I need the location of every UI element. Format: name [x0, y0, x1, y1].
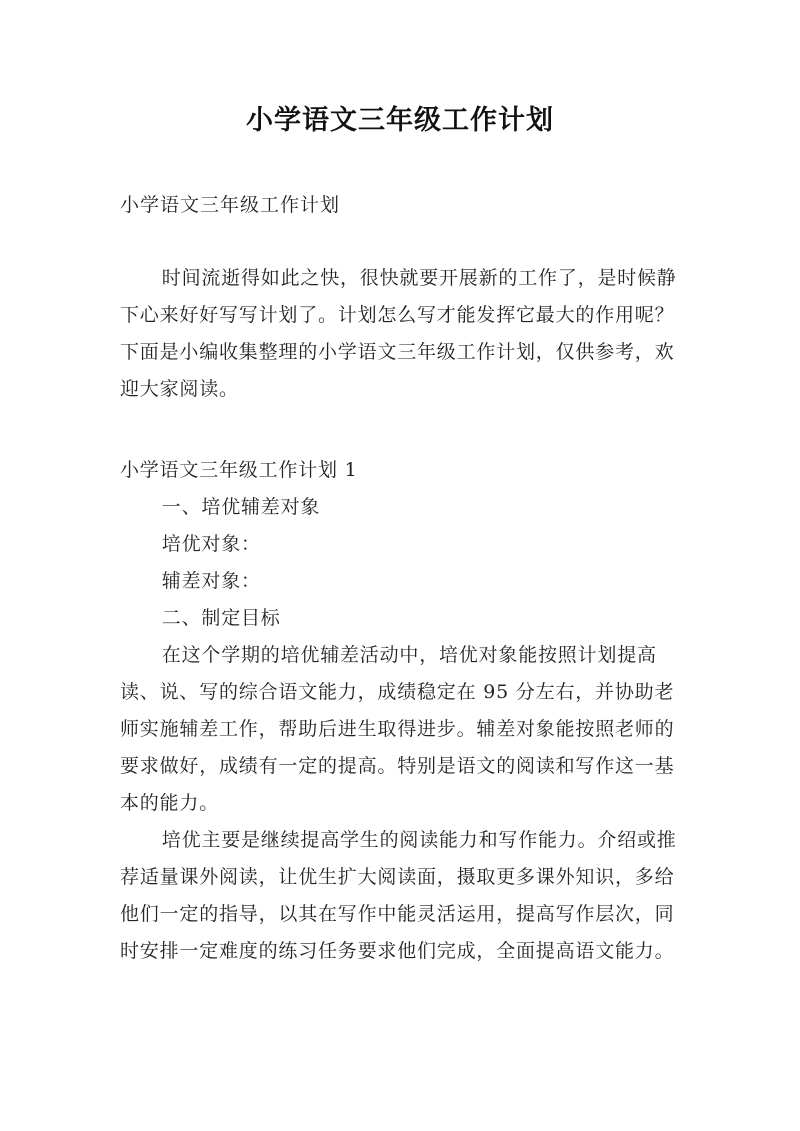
section-heading-1: 一、培优辅差对象 — [161, 496, 321, 518]
section-title: 小学语文三年级工作计划 1 — [120, 459, 358, 481]
improvement-paragraph: 培优主要是继续提高学生的阅读能力和写作能力。介绍或推荐适量课外阅读，让优生扩大阅读面，摄取更多课外知识，多给他们一定的指导，以其在写作中能灵活运用，提高写作层次，同时安排一定难度的练习任务要求他们完成，全面提高语文能力。 — [120, 829, 677, 962]
assist-students-label: 辅差对象： — [161, 570, 261, 592]
intro-paragraph: 时间流逝得如此之快，很快就要开展新的工作了，是时候静下心来好好写写计划了。计划怎么写才能发挥它最大的作用呢？下面是小编收集整理的小学语文三年级工作计划，仅供参考，欢迎大家阅读。 — [120, 267, 677, 400]
goal-paragraph: 在这个学期的培优辅差活动中，培优对象能按照计划提高读、说、写的综合语文能力，成绩稳定在 95 分左右，并协助老师实施辅差工作，帮助后进生取得进步。辅差对象能按照老师的要求做好，成绩有一定的提高。特别是语文的阅读和写作这一基本的能力。 — [120, 644, 675, 814]
document-subtitle: 小学语文三年级工作计划 — [120, 194, 341, 216]
section-heading-2: 二、制定目标 — [161, 607, 281, 629]
excellent-students-label: 培优对象： — [161, 533, 261, 555]
document-title: 小学语文三年级工作计划 — [246, 105, 554, 136]
main-content — [120, 452, 680, 970]
